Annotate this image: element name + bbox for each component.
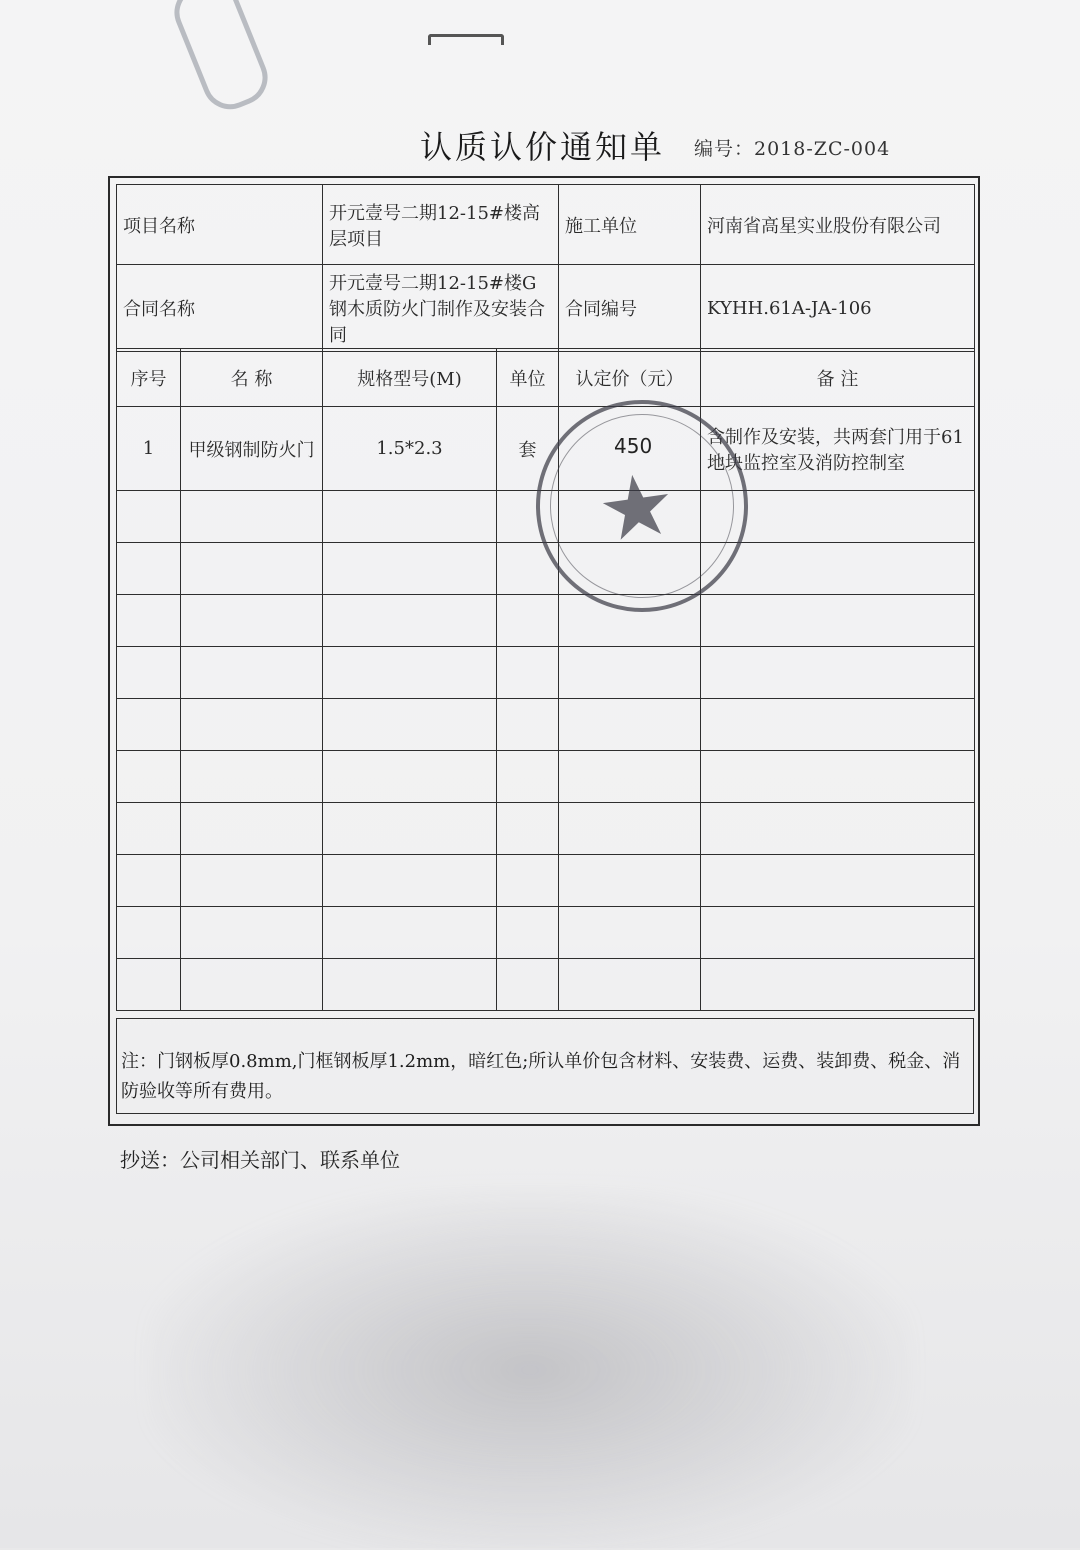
cell-name: 甲级钢制防火门 [181,407,323,491]
header-seq: 序号 [117,349,181,407]
form-sheet [108,176,980,1126]
project-value: 开元壹号二期12-15#楼高层项目 [323,185,559,265]
cc-line: 抄送：公司相关部门、联系单位 [120,1148,400,1172]
cell-seq: 1 [117,407,181,491]
builder-value: 河南省高星实业股份有限公司 [701,185,975,265]
empty-cell [497,595,559,647]
empty-cell [323,595,497,647]
table-row-empty [117,751,975,803]
empty-cell [497,699,559,751]
staple [428,34,504,45]
empty-cell [559,803,701,855]
info-table [116,184,975,352]
contract-no-value: KYHH.61A-JA-106 [701,265,975,352]
empty-cell [701,907,975,959]
empty-cell [701,647,975,699]
items-table [116,348,975,1011]
empty-cell [323,647,497,699]
empty-cell [701,751,975,803]
empty-cell [181,543,323,595]
empty-cell [181,803,323,855]
empty-cell [559,907,701,959]
empty-cell [323,543,497,595]
photo-shadow [150,1190,910,1550]
info-row-project [117,185,975,265]
empty-cell [701,855,975,907]
header-unit: 单位 [497,349,559,407]
table-row-empty [117,699,975,751]
empty-cell [323,491,497,543]
empty-cell [701,699,975,751]
empty-cell [559,647,701,699]
cell-spec: 1.5*2.3 [323,407,497,491]
empty-cell [117,543,181,595]
empty-cell [701,543,975,595]
header-name: 名 称 [181,349,323,407]
empty-cell [559,751,701,803]
table-row-empty [117,907,975,959]
empty-cell [181,595,323,647]
empty-cell [559,855,701,907]
empty-cell [117,647,181,699]
empty-cell [117,803,181,855]
empty-cell [701,959,975,1011]
builder-label: 施工单位 [559,185,701,265]
empty-cell [323,803,497,855]
empty-cell [117,595,181,647]
document-title: 认质认价通知单 [420,128,666,166]
empty-cell [181,647,323,699]
price-value: 450 [614,434,653,458]
contract-label: 合同名称 [117,265,323,352]
empty-cell [117,855,181,907]
table-row-empty [117,855,975,907]
empty-cell [323,959,497,1011]
empty-cell [323,855,497,907]
table-row-empty [117,959,975,1011]
empty-cell [701,803,975,855]
empty-cell [181,491,323,543]
empty-cell [497,647,559,699]
empty-cell [181,751,323,803]
empty-cell [559,699,701,751]
table-row-empty [117,803,975,855]
project-label: 项目名称 [117,185,323,265]
items-header-row [117,349,975,407]
empty-cell [497,959,559,1011]
empty-cell [117,959,181,1011]
contract-value: 开元壹号二期12-15#楼G钢木质防火门制作及安装合同 [323,265,559,352]
empty-cell [181,699,323,751]
empty-cell [323,751,497,803]
empty-cell [117,491,181,543]
empty-cell [181,959,323,1011]
empty-cell [497,803,559,855]
empty-cell [701,595,975,647]
note-text: 注：门钢板厚0.8mm,门框钢板厚1.2mm，暗红色;所认单价包含材料、安装费、运费、装卸费、税金、消防验收等所有费用。 [116,1018,974,1114]
info-row-contract [117,265,975,352]
table-row-empty [117,595,975,647]
header-remark: 备 注 [701,349,975,407]
empty-cell [323,907,497,959]
empty-cell [117,699,181,751]
contract-no-label: 合同编号 [559,265,701,352]
empty-cell [559,959,701,1011]
empty-cell [323,699,497,751]
empty-cell [497,855,559,907]
seal-star-icon: ★ [591,452,682,563]
empty-cell [497,907,559,959]
empty-cell [117,907,181,959]
document-number: 编号：2018-ZC-004 [694,138,891,160]
empty-cell [117,751,181,803]
header-spec: 规格型号(M) [323,349,497,407]
table-row-empty [117,647,975,699]
header-price: 认定价（元） [559,349,701,407]
empty-cell [181,855,323,907]
cell-unit: 套 [497,407,559,491]
empty-cell [497,751,559,803]
cell-remark: 含制作及安装，共两套门用于61地块监控室及消防控制室 [701,407,975,491]
empty-cell [181,907,323,959]
